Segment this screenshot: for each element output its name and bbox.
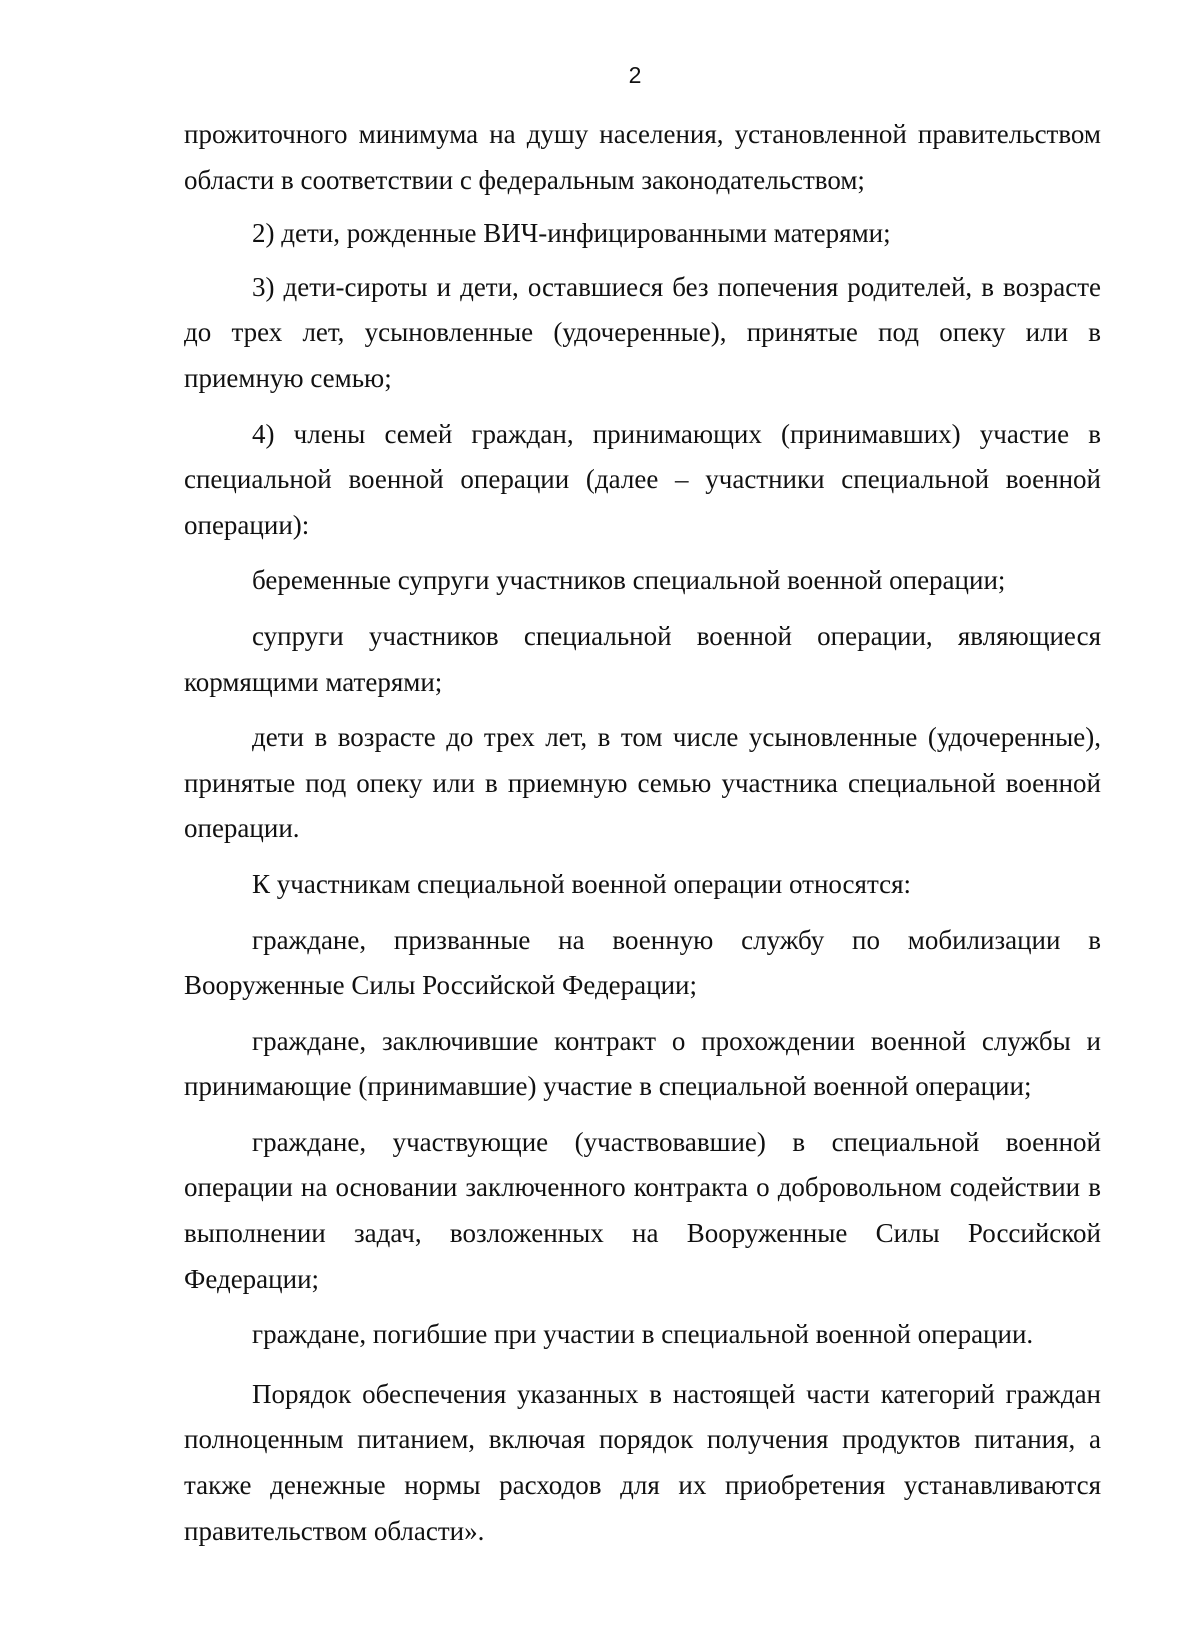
paragraph-mobilized: граждане, призванные на военную службу по мобилизации в Вооруженные Силы Российской Федерации; [184, 924, 1101, 1001]
paragraph-contracted: граждане, заключившие контракт о прохождении военной службы и принимающие (принимавшие) участие в специальной военной операции; [184, 1025, 1101, 1102]
paragraph-item-3: 3) дети-сироты и дети, оставшиеся без попечения родителей, в возрасте до трех лет, усыновленные (удочеренные), принятые под опеку или в приемную семью; [184, 271, 1101, 393]
paragraph-item-4: 4) члены семей граждан, принимающих (принимавших) участие в специальной военной операции (далее – участники специальной военной операции): [184, 418, 1101, 540]
paragraph-participants-heading: К участникам специальной военной операции относятся: [252, 868, 911, 899]
paragraph-volunteers: граждане, участвующие (участвовавшие) в специальной военной операции на основании заключенного контракта о добровольном содействии в выполнении задач, возложенных на Вооруженные Силы Российской Федерации; [184, 1126, 1101, 1294]
paragraph-deceased: граждане, погибшие при участии в специальной военной операции. [252, 1319, 1034, 1350]
page-number: 2 [628, 62, 642, 88]
paragraph-procedure: Порядок обеспечения указанных в настоящей части категорий граждан полноценным питанием, включая порядок получения продуктов питания, а также денежные нормы расходов для их приобретения устанавливаются правительством области». [184, 1378, 1101, 1546]
paragraph-item-2: 2) дети, рожденные ВИЧ-инфицированными матерями; [252, 218, 891, 249]
paragraph-nursing-spouses: супруги участников специальной военной операции, являющиеся кормящими матерями; [184, 620, 1101, 697]
paragraph-pregnant-spouses: беременные супруги участников специальной военной операции; [252, 565, 1006, 596]
paragraph-children: дети в возрасте до трех лет, в том числе усыновленные (удочеренные), принятые под опеку или в приемную семью участника специальной военной операции. [184, 722, 1101, 844]
document-body [184, 112, 1101, 1554]
paragraph-continuation: прожиточного минимума на душу населения, установленной правительством области в соответствии с федеральным законодательством; [184, 119, 1101, 195]
